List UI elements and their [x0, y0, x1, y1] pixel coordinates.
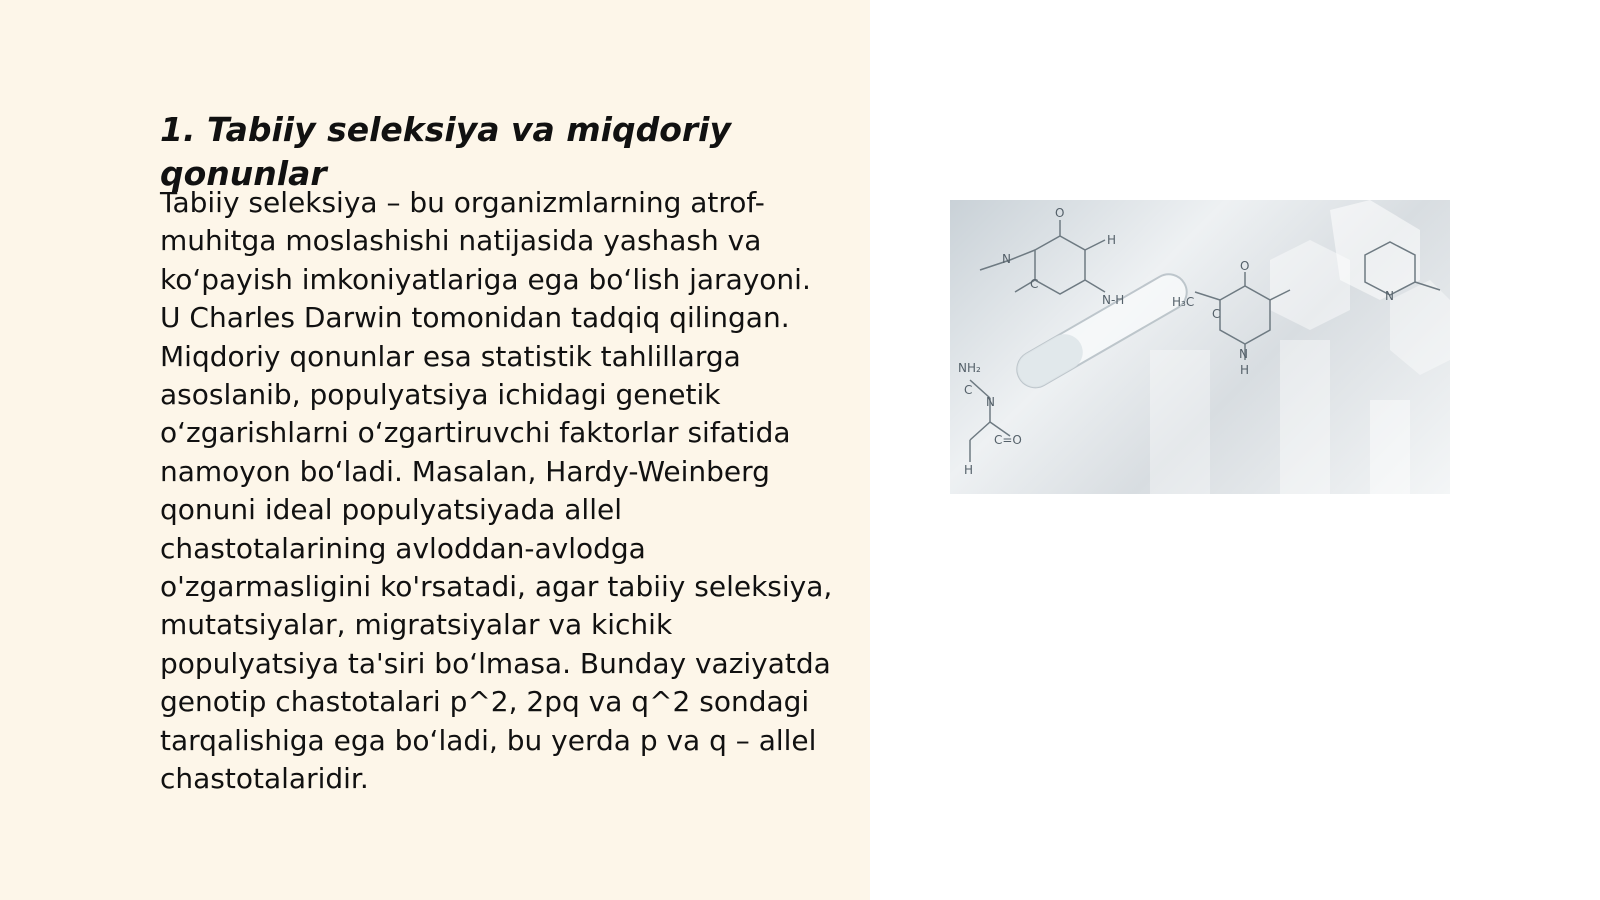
- chemistry-molecules-illustration: [950, 200, 1450, 494]
- atom-label-h4: H: [964, 463, 974, 477]
- atom-label-co: C=O: [994, 433, 1022, 447]
- atom-label-o1: O: [1055, 206, 1065, 220]
- atom-label-n2: N: [1239, 347, 1248, 361]
- atom-label-c1: C: [1030, 277, 1039, 291]
- atom-label-h2: H: [1240, 363, 1250, 377]
- atom-label-nh: N-H: [1102, 293, 1125, 307]
- atom-label-h1: H: [1107, 233, 1117, 247]
- atom-label-nh2: NH₂: [958, 361, 981, 375]
- slide-body-text: Tabiiy seleksiya – bu organizmlarning atrof-muhitga moslashishi natijasida yashash va ko‘payish imkoniyatlariga ega bo‘lish jarayoni. U Charles Darwin tomonidan tadqiq qilingan. Miqdoriy qonunlar esa statistik tahlillarga asoslanib, populyatsiya ichidagi genetik o‘zgarishlarni o‘zgartiruvchi faktorlar sifatida namoyon bo‘ladi. Masalan, Hardy-Weinberg qonuni ideal populyatsiyada allel chastotalarining avloddan-avlodga o'zgarmasligini ko'rsatadi, agar tabiiy seleksiya, mutatsiyalar, migratsiyalar va kichik populyatsiya ta'siri bo‘lmasa. Bunday vaziyatda genotip chastotalari p^2, 2pq va q^2 sondagi tarqalishiga ega bo‘ladi, bu yerda p va q – allel chastotalaridir.: [160, 186, 833, 796]
- atom-label-n1: N: [1002, 252, 1011, 266]
- atom-label-o2: O: [1240, 259, 1250, 273]
- atom-label-c2: C: [1212, 307, 1221, 321]
- slide-title: 1. Tabiiy seleksiya va miqdoriy qonunlar: [160, 110, 731, 193]
- atom-label-c3: C: [964, 383, 973, 397]
- atom-label-n4: N: [1385, 289, 1394, 303]
- atom-label-n3: N: [986, 395, 995, 409]
- chemistry-image: [950, 200, 1450, 494]
- atom-label-h3c: H₃C: [1172, 295, 1195, 309]
